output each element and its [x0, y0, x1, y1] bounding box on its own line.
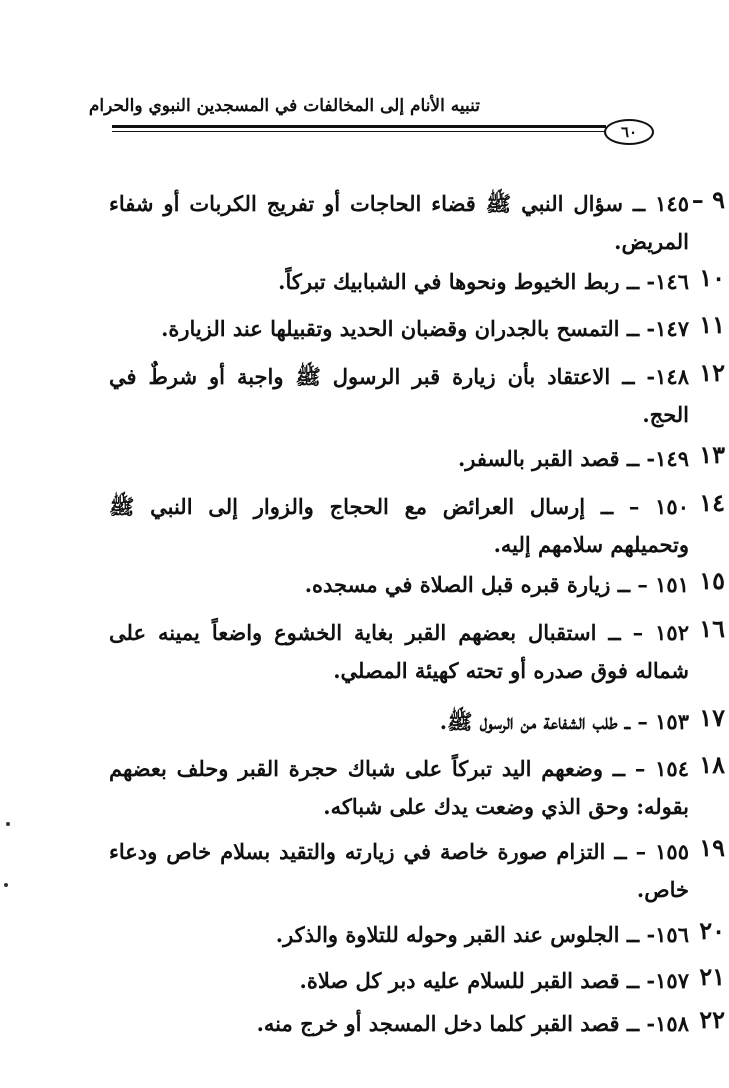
scan-speck — [6, 822, 10, 826]
list-item — [0, 263, 729, 301]
list-item — [0, 566, 729, 604]
margin-number: ١٦ — [699, 614, 725, 643]
entry-text: ١٤٦- ــ ربط الخيوط ونحوها في الشبابيك تبركاً. — [278, 269, 689, 294]
margin-number: ١٥ — [699, 566, 725, 595]
entry-text: ١٥١ – ــ زيارة قبره قبل الصلاة في مسجده. — [304, 572, 689, 597]
header-rule-thin — [112, 131, 606, 132]
entry-text: ١٤٧- ــ التمسح بالجدران وقضبان الحديد وتقبيلها عند الزيارة. — [161, 316, 689, 341]
list-item — [0, 750, 729, 826]
entry-text: ١٤٩- ــ قصد القبر بالسفر. — [457, 446, 689, 471]
list-item — [0, 1005, 729, 1043]
margin-number: ٩ – — [691, 185, 725, 214]
entry-text: ١٥٦- ــ الجلوس عند القبر وحوله للتلاوة والذكر. — [275, 922, 689, 947]
entry-text: ١٥٧- ــ قصد القبر للسلام عليه دبر كل صلاة. — [299, 968, 689, 993]
margin-number: ١٣ — [699, 440, 725, 469]
header-rule — [112, 125, 606, 128]
list-item — [0, 916, 729, 954]
margin-number: ١١ — [699, 310, 725, 339]
entry-text: ١٥٥ – ــ التزام صورة خاصة في زيارته والتقيد بسلام خاص ودعاء خاص. — [109, 839, 689, 902]
list-item — [0, 440, 729, 478]
margin-number: ٢٠ — [699, 916, 725, 945]
list-item — [0, 310, 729, 348]
margin-number: ٢١ — [699, 962, 725, 991]
margin-number: ١٠ — [699, 263, 725, 292]
margin-number: ١٢ — [699, 358, 725, 387]
list-item — [0, 833, 729, 909]
list-item — [0, 703, 729, 741]
page-number: ٦٠ — [604, 119, 654, 145]
list-item — [0, 358, 729, 434]
list-item — [0, 185, 729, 261]
list-item — [0, 614, 729, 690]
entry-text: ١٤٥ ــ سؤال النبي ﷺ قضاء الحاجات أو تفريج الكربات أو شفاء المريض. — [109, 191, 689, 254]
margin-number: ١٩ — [699, 833, 725, 862]
entry-text: ١٥٠ – ــ إرسال العرائض مع الحجاج والزوار إلى النبي ﷺ وتحميلهم سلامهم إليه. — [109, 494, 689, 557]
margin-number: ١٧ — [699, 703, 725, 732]
scan-speck — [4, 883, 8, 887]
entry-text: ١٥٤ – ــ وضعهم اليد تبركاً على شباك حجرة القبر وحلف بعضهم بقوله: وحق الذي وضعت يدك على شباكه. — [109, 756, 689, 819]
margin-number: ٢٢ — [699, 1005, 725, 1034]
list-item — [0, 962, 729, 1000]
list-item — [0, 488, 729, 564]
entry-text: ١٥٢ – ــ استقبال بعضهم القبر بغاية الخشوع واضعاً يمينه على شماله فوق صدره أو تحته كهيئة المصلي. — [109, 620, 689, 683]
entry-text: ١٤٨- ــ الاعتقاد بأن زيارة قبر الرسول ﷺ واجبة أو شرطٌ في الحج. — [109, 364, 689, 427]
margin-number: ١٨ — [699, 750, 725, 779]
entry-text: ١٥٣ – ــ طلب الشفاعة من الرسول ﷺ. — [439, 709, 689, 734]
margin-number: ١٤ — [699, 488, 725, 517]
entry-text: ١٥٨- ــ قصد القبر كلما دخل المسجد أو خرج منه. — [256, 1011, 689, 1036]
running-header-title: تنبيه الأنام إلى المخالفات في المسجدين النبوي والحرام — [88, 96, 480, 116]
